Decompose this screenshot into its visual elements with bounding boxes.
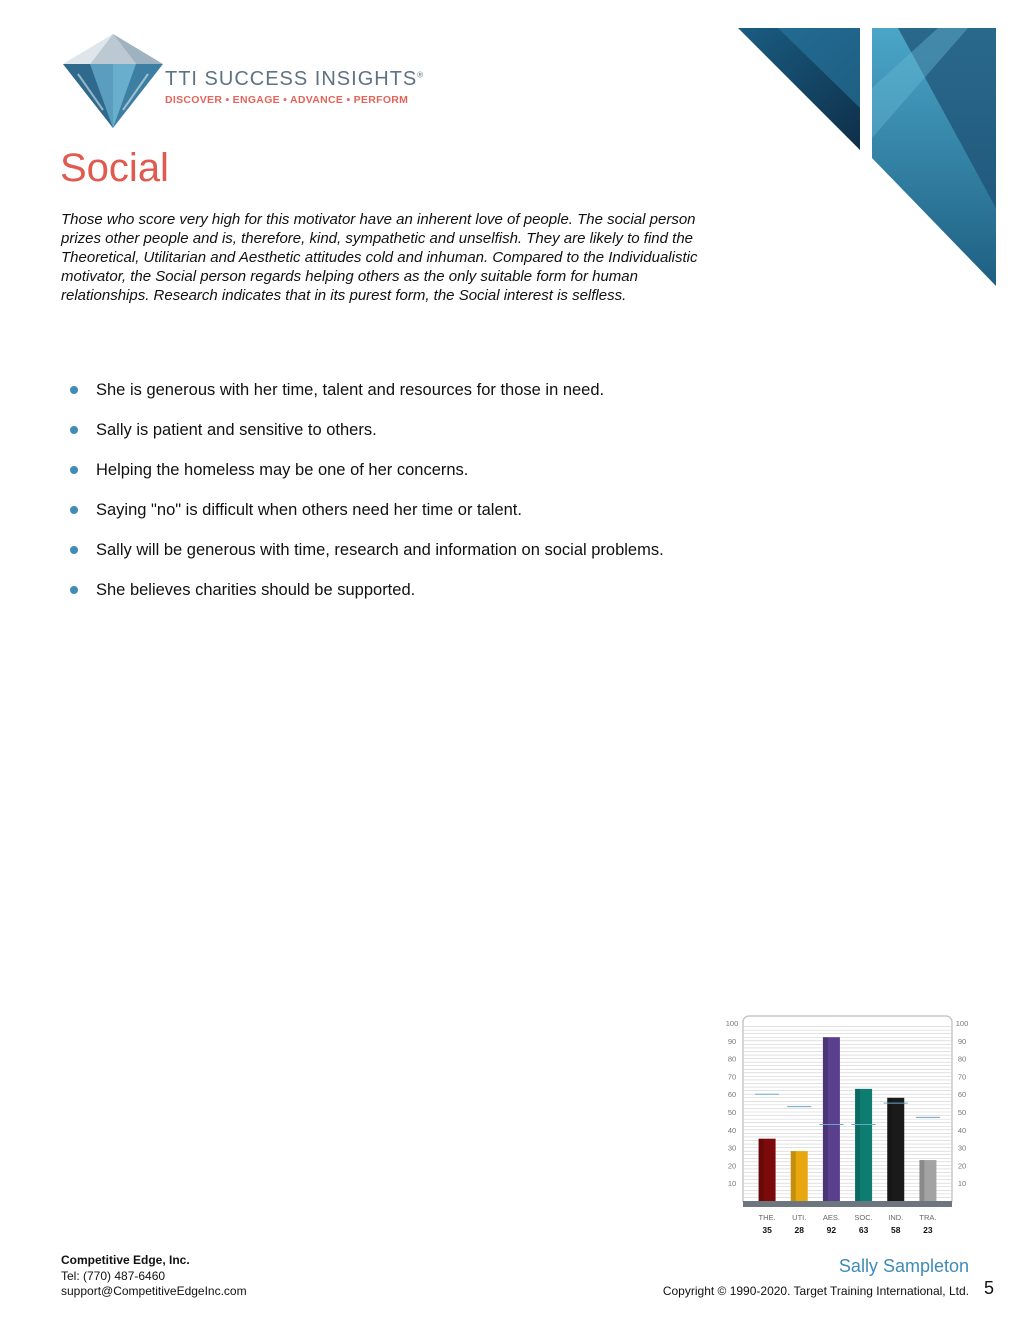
y-tick-label-right: 90 xyxy=(957,1036,967,1046)
value-label: 23 xyxy=(923,1225,933,1235)
y-tick-label-right: 60 xyxy=(957,1090,967,1100)
y-tick-label-left: 90 xyxy=(727,1036,737,1046)
category-label: AES. xyxy=(822,1213,840,1222)
respondent-name: Sally Sampleton xyxy=(838,1256,969,1276)
bar-shade xyxy=(887,1098,892,1201)
y-tick-label-left: 10 xyxy=(727,1179,737,1189)
y-tick-label-right: 30 xyxy=(957,1143,967,1153)
bullet-icon xyxy=(70,466,78,474)
list-item: Sally will be generous with time, research and information on social problems. xyxy=(66,540,706,560)
value-label: 28 xyxy=(794,1225,804,1235)
chart-baseline xyxy=(743,1201,952,1207)
y-tick-label-left: 100 xyxy=(725,1019,739,1028)
category-label: SOC. xyxy=(854,1213,873,1222)
bar-shade xyxy=(855,1089,860,1201)
copyright: Copyright © 1990-2020. Target Training International, Ltd. xyxy=(662,1284,969,1298)
footer-email: support@CompetitiveEdgeInc.com xyxy=(61,1284,247,1298)
bar-shade xyxy=(823,1037,828,1201)
y-tick-label-right: 20 xyxy=(957,1161,967,1171)
bar-shade xyxy=(791,1151,796,1201)
y-tick-label-right: 10 xyxy=(957,1179,967,1189)
value-label: 35 xyxy=(762,1225,772,1235)
footer-company: Competitive Edge, Inc. xyxy=(61,1253,190,1267)
tti-diamond-logo xyxy=(58,34,168,130)
bullet-icon xyxy=(70,586,78,594)
motivators-bar-chart xyxy=(718,1010,974,1242)
y-tick-label-left: 60 xyxy=(727,1090,737,1100)
list-item: She believes charities should be supported. xyxy=(66,580,706,600)
list-item: She is generous with her time, talent and resources for those in need. xyxy=(66,380,706,400)
value-label: 58 xyxy=(891,1225,901,1235)
page-title: Social xyxy=(60,146,169,190)
bullet-icon xyxy=(70,386,78,394)
bar-shade xyxy=(759,1139,764,1201)
list-item: Sally is patient and sensitive to others. xyxy=(66,420,706,440)
bullet-icon xyxy=(70,546,78,554)
value-label: 63 xyxy=(858,1225,869,1235)
bullet-icon xyxy=(70,426,78,434)
y-tick-label-left: 50 xyxy=(727,1108,737,1117)
bullet-list xyxy=(66,380,706,620)
y-tick-label-left: 70 xyxy=(727,1072,737,1082)
category-label: THE. xyxy=(758,1213,776,1222)
intro-paragraph: Those who score very high for this motivator have an inherent love of people. The social person prizes other people and is, therefore, kind, sympathetic and unselfish. They are likely to find the Theoretical, Utilitarian and Aesthetic attitudes cold and inhuman. Compared to the Individualistic motivator, the Social person regards helping others as the only suitable form for human relationships. Research indicates that in its purest form, the Social interest is selfless. xyxy=(61,211,698,304)
list-item: Helping the homeless may be one of her concerns. xyxy=(66,460,706,480)
y-tick-label-right: 40 xyxy=(957,1125,967,1135)
decorative-corner-graphic xyxy=(738,28,998,290)
y-tick-label-left: 40 xyxy=(727,1125,737,1135)
brand-tagline: DISCOVER • ENGAGE • ADVANCE • PERFORM xyxy=(165,94,409,106)
y-tick-label-right: 100 xyxy=(955,1019,969,1028)
list-item: Saying "no" is difficult when others need her time or talent. xyxy=(66,500,706,520)
category-label: UTI. xyxy=(792,1213,807,1222)
value-label: 92 xyxy=(826,1225,837,1235)
brand-name: TTI SUCCESS INSIGHTS® xyxy=(165,68,425,90)
bullet-icon xyxy=(70,506,78,514)
y-tick-label-right: 50 xyxy=(957,1108,967,1117)
y-tick-label-left: 30 xyxy=(727,1143,737,1153)
bar-shade xyxy=(919,1160,924,1201)
y-tick-label-right: 80 xyxy=(957,1054,967,1064)
footer-phone: Tel: (770) 487-6460 xyxy=(61,1269,166,1283)
y-tick-label-right: 70 xyxy=(957,1072,967,1082)
category-label: TRA. xyxy=(919,1213,937,1222)
y-tick-label-left: 20 xyxy=(727,1161,737,1171)
page-number: 5 xyxy=(983,1278,994,1298)
category-label: IND. xyxy=(888,1213,904,1222)
y-tick-label-left: 80 xyxy=(727,1054,737,1064)
